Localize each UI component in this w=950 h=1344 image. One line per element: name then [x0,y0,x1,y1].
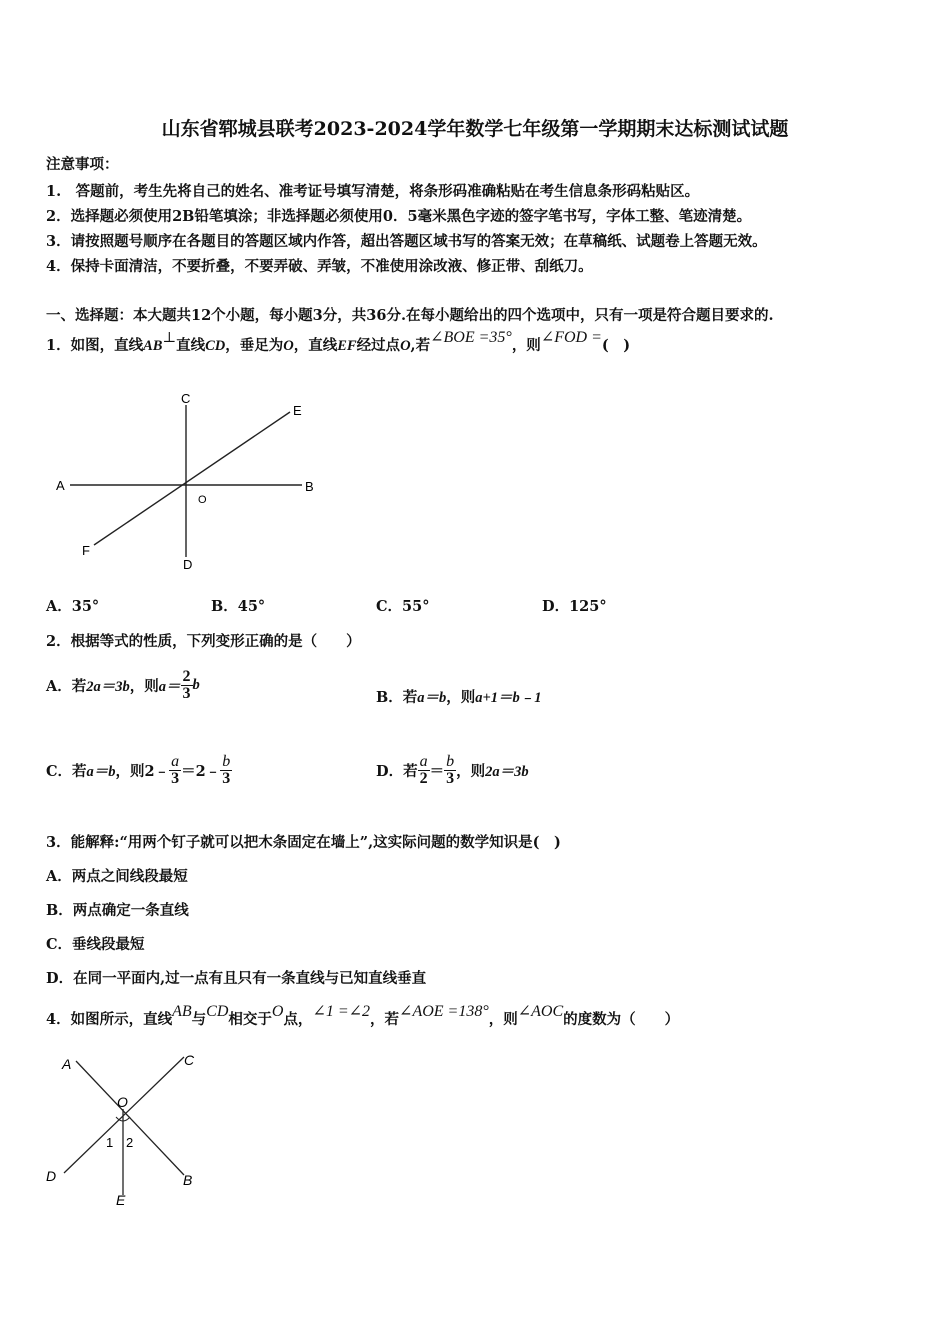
option-text: ，则 [115,762,145,780]
option-math: b [192,676,200,693]
denominator: 3 [222,769,231,787]
q2-option-d[interactable] [376,745,529,795]
q4-text: 点， [283,1011,313,1028]
label-o: O [117,1094,128,1110]
denominator: 3 [446,769,455,787]
fraction [444,754,456,787]
option-math: a＝b [86,763,116,780]
q1-text: 经过点 [356,337,401,354]
label-c: C [184,1052,195,1068]
q1-text: ，直线 [293,337,338,354]
q4-angle-aoe: ∠AOE =138° [399,1003,489,1020]
option-math: a+1＝b﹣1 [475,690,542,706]
line-ab [76,1061,184,1175]
option-math: ＝ [429,762,445,780]
q1-angle-fod: ∠FOD = [540,329,602,346]
label-a: A [62,1056,72,1072]
q1-line-ef: EF [337,338,357,354]
numerator: a [171,752,180,770]
numerator: a [419,752,428,770]
option-text: C．若 [46,762,87,780]
q1-figure [50,385,330,575]
option-math: a＝ [158,678,181,695]
option-text: B．若 [376,689,418,706]
q3-option-a[interactable]: A．两点之间线段最短 [46,868,188,885]
question-1-stem [46,329,631,360]
label-e: E [116,1192,126,1208]
fraction [220,754,232,787]
q2-option-c[interactable] [46,745,232,795]
q1-point-o: O [283,338,294,354]
q1-angle-boe: ∠BOE =35° [430,329,512,346]
label-angle-2: 2 [126,1135,134,1150]
option-text: ，则 [456,762,486,780]
option-math: 2﹣ [144,762,170,780]
notice-item: 1. 答题前，考生先将自己的姓名、准考证号填写清楚，将条形码准确粘贴在考生信息条形码粘贴区。 [46,183,700,200]
section-heading: 一、选择题：本大题共12个小题，每小题3分，共36分.在每小题给出的四个选项中，只有一项是符合题目要求的. [46,307,774,324]
q1-line-cd: CD [205,338,226,354]
numerator: 2 [182,667,191,685]
question-4-stem [46,1003,680,1034]
numerator: b [222,752,231,770]
q1-text: ，垂足为 [225,337,284,354]
q1-line-ab: AB [143,338,163,354]
q4-text: 相交于 [228,1011,272,1028]
label-f: F [82,543,90,558]
q1-text: 1．如图，直线 [46,337,144,354]
option-math: a＝b [417,690,447,706]
numerator: b [446,752,455,770]
option-math: ＝2﹣ [181,762,221,780]
label-b: B [305,479,314,494]
fraction [169,754,181,787]
q1-text: ，则 [511,337,541,354]
label-angle-1: 1 [106,1135,114,1150]
q1-option-d[interactable]: D．125° [542,598,607,615]
label-b: B [183,1172,193,1188]
q1-option-b[interactable]: B．45° [211,598,266,615]
label-a: A [56,478,65,493]
option-text: ，则 [129,677,159,695]
q4-text: 的度数为（ ） [563,1011,680,1028]
option-text: ，则 [446,689,476,706]
label-o: O [198,494,207,506]
q1-point-o: O [400,338,411,354]
q4-point-o: O [271,1003,284,1020]
notice-item: 3．请按照题号顺序在各题目的答题区域内作答，超出答题区域书写的答案无效；在草稿纸、试题卷上答题无效。 [46,233,767,250]
q3-option-b[interactable]: B．两点确定一条直线 [46,902,189,919]
denominator: 3 [171,769,180,787]
option-text: A．若 [46,677,87,695]
question-2-stem: 2．根据等式的性质，下列变形正确的是（ ） [46,633,361,650]
option-math: 2a＝3b [86,678,130,695]
q2-option-b[interactable] [376,686,542,707]
q4-angle-aoc: ∠AOC [517,1003,564,1020]
page-title: 山东省郓城县联考2023-2024学年数学七年级第一学期期末达标测试试题 [161,118,789,140]
q4-line-cd: CD [206,1003,229,1020]
q4-text: ，若 [370,1011,400,1028]
q3-option-c[interactable]: C．垂线段最短 [46,936,145,953]
q3-option-d[interactable]: D．在同一平面内,过一点有且只有一条直线与已知直线垂直 [46,970,427,987]
fraction [418,754,430,787]
option-text: D．若 [376,762,418,780]
q1-answer-blank: ( ) [601,337,631,354]
q4-text: ，则 [488,1011,518,1028]
q4-line-ab: AB [172,1003,192,1020]
perpendicular-symbol: ⊥ [162,330,177,346]
denominator: 3 [182,684,191,702]
line-ef [94,412,290,545]
label-d: D [46,1168,57,1184]
question-3-stem: 3．能解释:“用两个钉子就可以把木条固定在墙上”,这实际问题的数学知识是( ) [46,834,561,851]
q1-option-a[interactable]: A．35° [46,598,100,615]
notice-item: 2．选择题必须使用2B铅笔填涂；非选择题必须使用0．5毫米黑色字迹的签字笔书写，字体工整、笔迹清楚。 [46,208,752,225]
q4-text: 4．如图所示，直线 [46,1011,173,1028]
label-e: E [293,403,302,418]
fraction [181,669,193,702]
q1-option-c[interactable]: C．55° [376,598,430,615]
q4-angle-equality: ∠1 =∠2 [312,1003,371,1020]
q1-text: 直线 [176,337,206,354]
q2-option-a[interactable] [46,660,200,710]
q4-text: 与 [191,1011,207,1028]
notice-item: 4．保持卡面清洁，不要折叠，不要弄破、弄皱，不准使用涂改液、修正带、刮纸刀。 [46,258,593,275]
label-c: C [181,391,191,406]
option-math: 2a＝3b [485,763,529,780]
notice-heading: 注意事项： [46,156,119,173]
q4-figure [40,1045,220,1215]
q1-text: ,若 [410,337,431,354]
denominator: 2 [419,769,428,787]
label-d: D [183,557,193,572]
